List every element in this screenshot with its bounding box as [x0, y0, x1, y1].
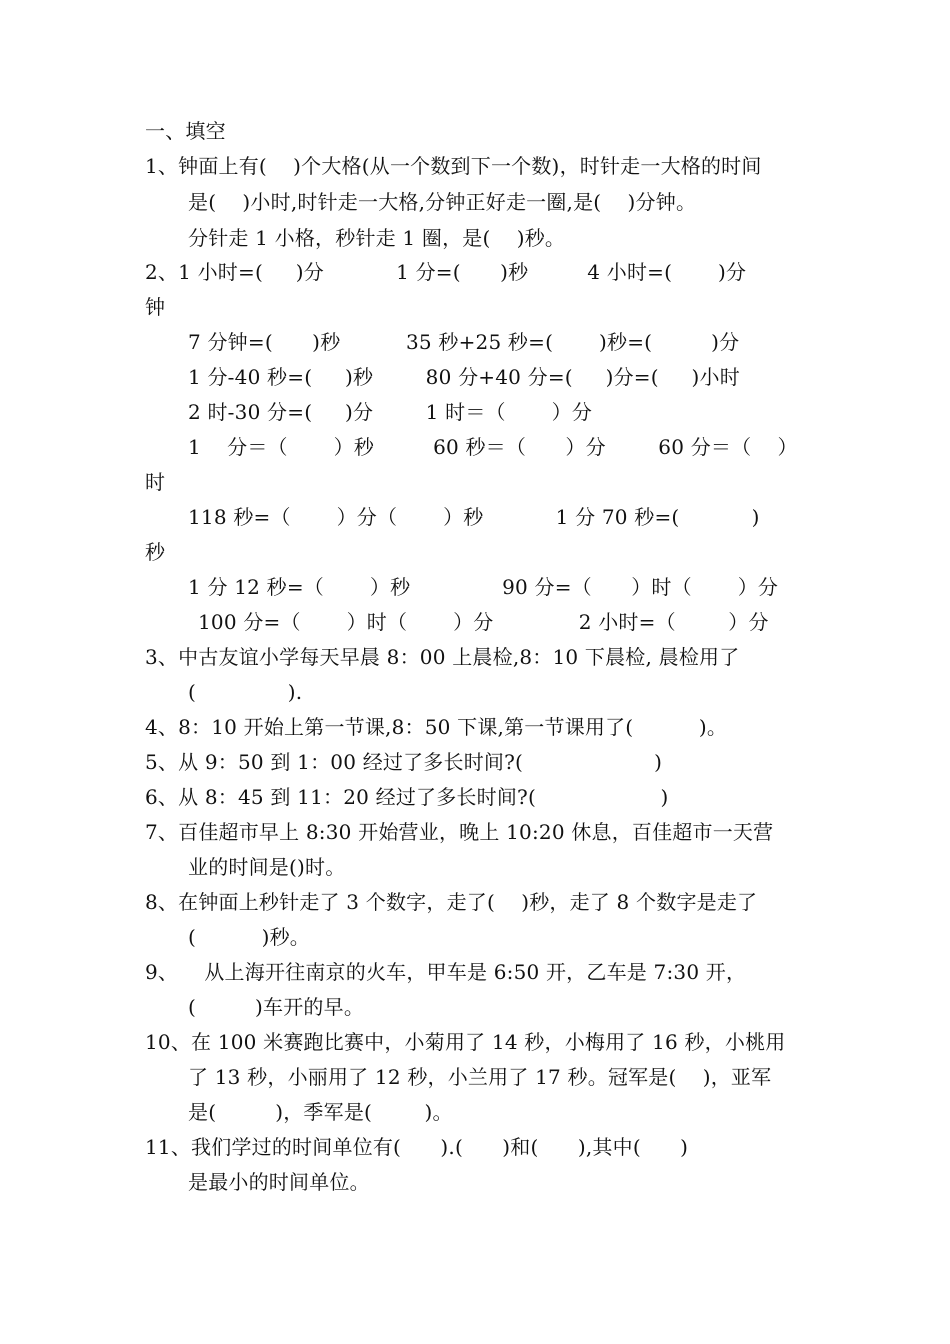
q2-line-6-wrap: 秒 — [145, 540, 166, 564]
q3-line-2: ( ). — [188, 680, 303, 704]
q8-line-2: ( )秒。 — [188, 925, 310, 949]
q2-line-1-wrap: 钟 — [145, 295, 166, 319]
q11-line-1: 11、我们学过的时间单位有( ).( )和( ),其中( ) — [145, 1135, 689, 1159]
q1-line-2: 是( )小时,时针走一大格,分钟正好走一圈,是( )分钟。 — [188, 190, 697, 214]
q7-line-1: 7、百佳超市早上 8:30 开始营业，晚上 10:20 休息，百佳超市一天营 — [145, 820, 774, 844]
q2-line-2: 7 分钟=( )秒 35 秒+25 秒=( )秒=( )分 — [188, 330, 740, 354]
q5-line: 5、从 9：50 到 1：00 经过了多长时间?( ) — [145, 750, 663, 774]
q2-line-6: 118 秒=（ ）分（ ）秒 1 分 70 秒=( ) — [188, 505, 760, 529]
q3-line-1: 3、中古友谊小学每天早晨 8：00 上晨检,8：10 下晨检, 晨检用了 — [145, 645, 740, 669]
q10-line-1: 10、在 100 米赛跑比赛中，小菊用了 14 秒，小梅用了 16 秒，小桃用 — [145, 1030, 786, 1054]
q2-line-7: 1 分 12 秒=（ ）秒 90 分=（ ）时（ ）分 — [188, 575, 779, 599]
q8-line-1: 8、在钟面上秒针走了 3 个数字，走了( )秒，走了 8 个数字是走了 — [145, 890, 758, 914]
q9-line-2: ( )车开的早。 — [188, 995, 365, 1019]
q2-line-4: 2 时-30 分=( )分 1 时＝（ ）分 — [188, 400, 593, 424]
q9-line-1: 9、 从上海开往南京的火车，甲车是 6:50 开，乙车是 7:30 开， — [145, 960, 747, 984]
section-heading: 一、填空 — [145, 119, 226, 143]
q2-line-8: 100 分=（ ）时（ ）分 2 小时=（ ）分 — [198, 610, 769, 634]
q1-line-1: 1、钟面上有( )个大格(从一个数到下一个数)，时针走一大格的时间 — [145, 154, 762, 178]
q4-line: 4、8：10 开始上第一节课,8：50 下课,第一节课用了( )。 — [145, 715, 728, 739]
q6-line: 6、从 8：45 到 11：20 经过了多长时间?( ) — [145, 785, 669, 809]
q2-line-5: 1 分＝（ ）秒 60 秒＝（ ）分 60 分＝（ ） — [188, 435, 798, 459]
q2-line-5-wrap: 时 — [145, 470, 166, 494]
q2-line-1: 2、1 小时=( )分 1 分=( )秒 4 小时=( )分 — [145, 260, 747, 284]
q7-line-2: 业的时间是()时。 — [188, 855, 346, 879]
q2-line-3: 1 分-40 秒=( )秒 80 分+40 分=( )分=( )小时 — [188, 365, 740, 389]
q10-line-2: 了 13 秒，小丽用了 12 秒，小兰用了 17 秒。冠军是( )，亚军 — [188, 1065, 772, 1089]
q1-line-3: 分针走 1 小格，秒针走 1 圈，是( )秒。 — [188, 226, 566, 250]
q11-line-2: 是最小的时间单位。 — [188, 1170, 370, 1194]
q10-line-3: 是( )，季军是( )。 — [188, 1100, 453, 1124]
